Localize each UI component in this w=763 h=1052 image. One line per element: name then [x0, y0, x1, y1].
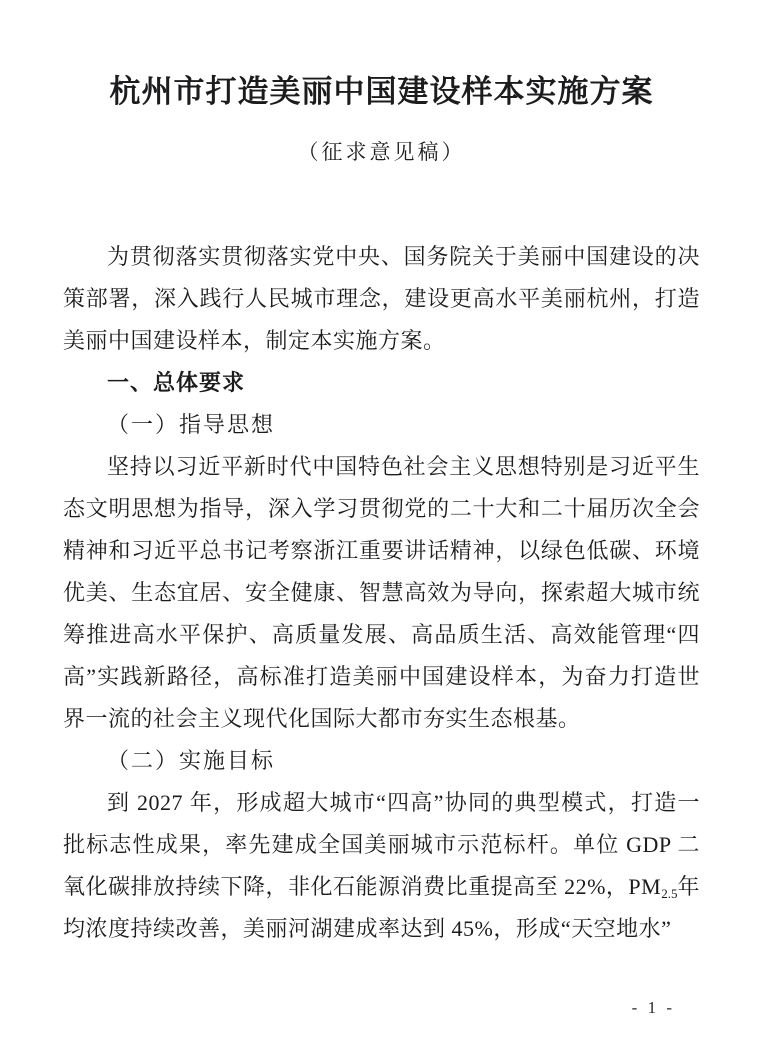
- targets-text-after-subscript: 年均浓度持续改善，美丽河湖建成率达到 45%，形成“天空地水”: [63, 874, 700, 941]
- subsection-heading-guiding-ideology: （一）指导思想: [107, 412, 276, 437]
- paragraph-implementation-targets: [63, 782, 700, 950]
- pm25-subscript: 2.5: [661, 886, 678, 901]
- paragraph-intro: 为贯彻落实贯彻落实党中央、国务院关于美丽中国建设的决策部署，深入践行人民城市理念，建设更高水平美丽杭州，打造美丽中国建设样本，制定本实施方案。: [63, 244, 700, 353]
- subsection-heading-implementation-targets: （二）实施目标: [107, 748, 276, 773]
- document-body: [63, 236, 700, 950]
- paragraph-guiding-ideology: 坚持以习近平新时代中国特色社会主义思想特别是习近平生态文明思想为指导，深入学习贯彻党的二十大和二十届历次全会精神和习近平总书记考察浙江重要讲话精神，以绿色低碳、环境优美、生态宜居、安全健康、智慧高效为导向，探索超大城市统筹推进高水平保护、高质量发展、高品质生活、高效能管理“四高”实践新路径，高标准打造美丽中国建设样本，为奋力打造世界一流的社会主义现代化国际大都市夯实生态根基。: [63, 454, 700, 731]
- page-number: - 1 -: [631, 998, 675, 1017]
- document-subtitle: （征求意见稿）: [297, 140, 466, 164]
- section-heading-overall-requirements: 一、总体要求: [107, 370, 246, 395]
- document-title: 杭州市打造美丽中国建设样本实施方案: [109, 74, 654, 109]
- targets-text-before-subscript: 到 2027 年，形成超大城市“四高”协同的典型模式，打造一批标志性成果，率先建成全国美丽城市示范标杆。单位 GDP 二氧化碳排放持续下降，非化石能源消费比重提高至 22%，PM: [63, 790, 700, 899]
